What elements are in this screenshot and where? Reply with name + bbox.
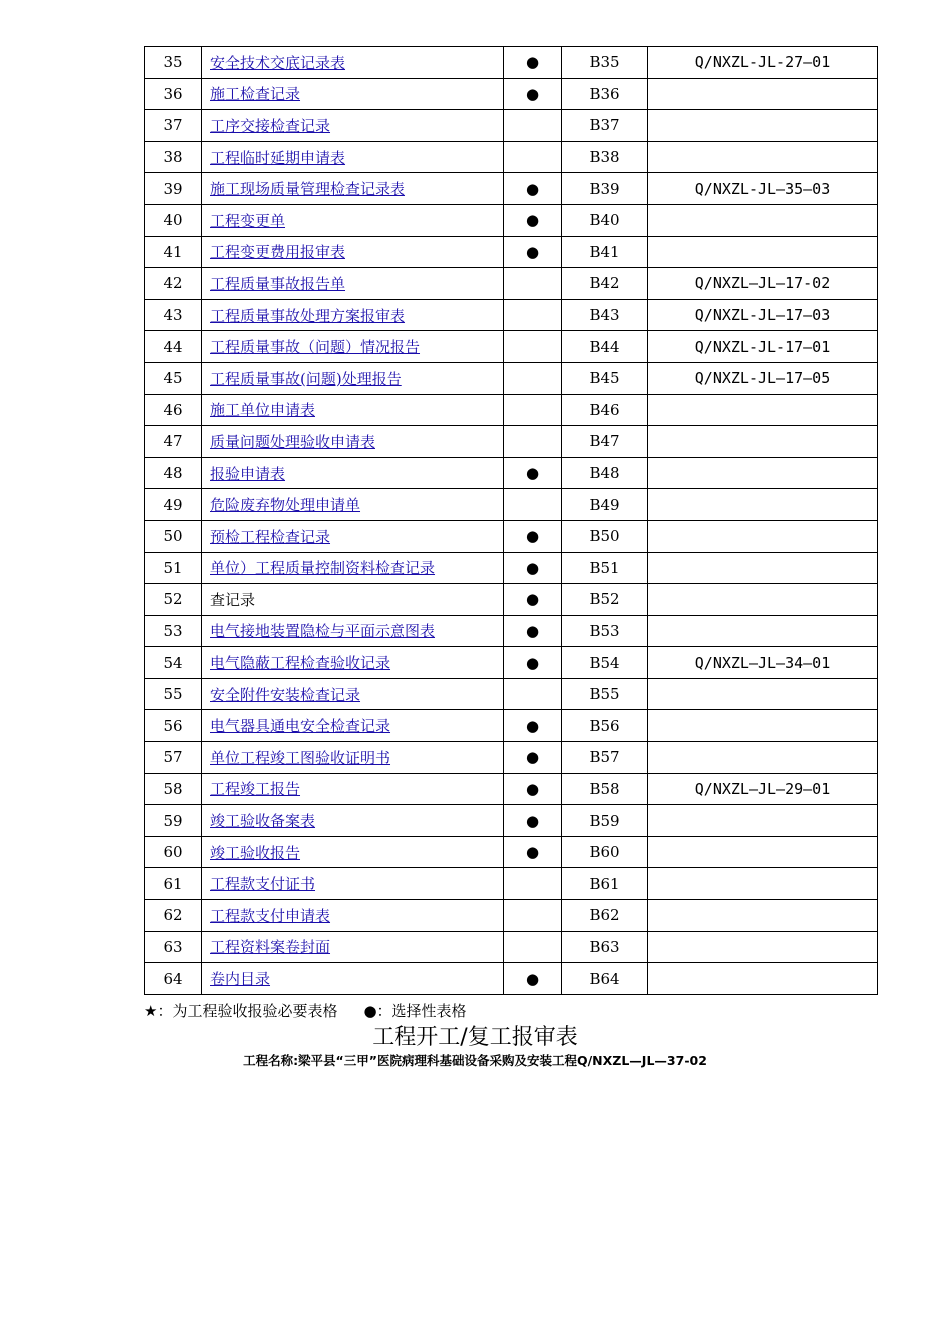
document-title: 工程开工/复工报审表 [372,1025,578,1050]
form-code: B60 [562,836,648,868]
optional-mark [504,931,562,963]
optional-mark: ● [504,647,562,679]
form-name-link[interactable]: 施工检查记录 [210,85,301,104]
form-code: B58 [562,773,648,805]
table-row [145,836,878,868]
optional-mark [504,268,562,300]
row-number: 40 [145,204,202,236]
table-row [145,773,878,805]
form-code: B50 [562,520,648,552]
optional-mark: ● [504,584,562,616]
form-name-cell [202,742,504,774]
form-name-cell [202,584,504,616]
standard-number [648,805,878,837]
standard-number: Q/NXZL-JL—17—05 [648,362,878,394]
form-name-link[interactable]: 工程质量事故（问题）情况报告 [210,338,421,357]
table-row [145,173,878,205]
table-row [145,931,878,963]
form-name-cell [202,710,504,742]
form-name-cell [202,552,504,584]
form-name-cell [202,362,504,394]
row-number: 56 [145,710,202,742]
form-name-link[interactable]: 安全附件安装检查记录 [210,685,361,704]
row-number: 62 [145,900,202,932]
form-name-cell [202,520,504,552]
table-row [145,204,878,236]
form-name-text: 查记录 [210,590,256,609]
form-code: B64 [562,963,648,995]
row-number: 43 [145,299,202,331]
row-number: 57 [145,742,202,774]
standard-number [648,836,878,868]
form-name-link[interactable]: 施工现场质量管理检查记录表 [210,180,406,199]
table-row [145,900,878,932]
form-code: B38 [562,141,648,173]
row-number: 55 [145,678,202,710]
form-name-link[interactable]: 电气器具通电安全检查记录 [210,717,391,736]
table-row [145,552,878,584]
form-name-cell [202,141,504,173]
optional-mark: ● [504,773,562,805]
table-row [145,331,878,363]
form-code: B47 [562,426,648,458]
optional-mark [504,362,562,394]
legend [144,1000,467,1021]
table-row [145,394,878,426]
optional-mark [504,678,562,710]
form-name-link[interactable]: 单位）工程质量控制资料检查记录 [210,559,436,578]
standard-number [648,78,878,110]
form-index-table [144,46,878,995]
standard-number: Q/NXZL-JL-17—01 [648,331,878,363]
form-code: B63 [562,931,648,963]
form-name-cell [202,78,504,110]
optional-mark: ● [504,836,562,868]
standard-number [648,110,878,142]
table-row [145,110,878,142]
optional-mark: ● [504,520,562,552]
table-row [145,520,878,552]
standard-number [648,868,878,900]
form-code: B52 [562,584,648,616]
standard-number [648,552,878,584]
form-code: B48 [562,457,648,489]
optional-mark: ● [504,204,562,236]
row-number: 36 [145,78,202,110]
form-name-cell [202,394,504,426]
form-name-cell [202,268,504,300]
row-number: 49 [145,489,202,521]
form-name-link[interactable]: 危险废弃物处理申请单 [210,496,361,515]
optional-mark [504,489,562,521]
optional-mark [504,299,562,331]
table-row [145,742,878,774]
row-number: 60 [145,836,202,868]
row-number: 45 [145,362,202,394]
row-number: 47 [145,426,202,458]
optional-mark: ● [504,615,562,647]
form-name-link[interactable]: 质量问题处理验收申请表 [210,432,376,451]
form-name-cell [202,678,504,710]
form-code: B49 [562,489,648,521]
standard-number [648,204,878,236]
standard-number: Q/NXZL—JL—29—01 [648,773,878,805]
table-row [145,299,878,331]
standard-number [648,394,878,426]
form-code: B45 [562,362,648,394]
form-code: B62 [562,900,648,932]
form-name-cell [202,204,504,236]
optional-mark: ● [504,457,562,489]
form-code: B51 [562,552,648,584]
form-code: B46 [562,394,648,426]
table-row [145,457,878,489]
legend-optional: ●：选择性表格 [363,1002,467,1020]
form-name-link[interactable]: 工程变更单 [210,211,286,230]
form-code: B61 [562,868,648,900]
form-name-link[interactable]: 预检工程检查记录 [210,527,331,546]
form-name-link[interactable]: 工序交接检查记录 [210,116,331,135]
form-code: B39 [562,173,648,205]
form-name-link[interactable]: 报验申请表 [210,464,286,483]
form-name-link[interactable]: 工程临时延期申请表 [210,148,346,167]
form-name-cell [202,963,504,995]
standard-number [648,710,878,742]
form-name-cell [202,931,504,963]
form-code: B55 [562,678,648,710]
form-name-cell [202,426,504,458]
form-name-cell [202,615,504,647]
form-name-link[interactable]: 工程质量事故报告单 [210,274,346,293]
form-name-cell [202,900,504,932]
row-number: 35 [145,47,202,79]
form-code: B42 [562,268,648,300]
optional-mark: ● [504,742,562,774]
form-name-cell [202,805,504,837]
form-name-link[interactable]: 工程竣工报告 [210,780,301,799]
optional-mark [504,394,562,426]
table-row [145,868,878,900]
table-row [145,584,878,616]
table-row [145,710,878,742]
form-name-cell [202,47,504,79]
form-name-link[interactable]: 施工单位申请表 [210,401,316,420]
standard-number [648,678,878,710]
form-code: B43 [562,299,648,331]
standard-number [648,963,878,995]
form-name-link[interactable]: 工程款支付证书 [210,875,316,894]
form-name-link[interactable]: 电气隐蔽工程检查验收记录 [210,654,391,673]
form-name-link[interactable]: 单位工程竣工图验收证明书 [210,748,391,767]
row-number: 41 [145,236,202,268]
form-name-cell [202,647,504,679]
form-code: B41 [562,236,648,268]
standard-number [648,584,878,616]
form-code: B57 [562,742,648,774]
form-name-cell [202,331,504,363]
optional-mark [504,141,562,173]
row-number: 50 [145,520,202,552]
form-name-link[interactable]: 竣工验收报告 [210,843,301,862]
legend-required: ★：为工程验收报验必要表格 [144,1002,338,1020]
standard-number [648,489,878,521]
form-index-rows [145,47,878,995]
form-name-cell [202,299,504,331]
row-number: 37 [145,110,202,142]
standard-number [648,931,878,963]
form-name-cell [202,836,504,868]
optional-mark: ● [504,47,562,79]
form-code: B35 [562,47,648,79]
optional-mark: ● [504,236,562,268]
optional-mark [504,331,562,363]
standard-number [648,426,878,458]
standard-number [648,742,878,774]
form-name-link[interactable]: 工程资料案卷封面 [210,938,331,957]
form-name-cell [202,457,504,489]
row-number: 54 [145,647,202,679]
row-number: 42 [145,268,202,300]
optional-mark: ● [504,78,562,110]
form-name-link[interactable]: 工程质量事故处理方案报审表 [210,306,406,325]
table-row [145,678,878,710]
form-name-link[interactable]: 工程质量事故(问题)处理报告 [210,369,402,388]
form-code: B37 [562,110,648,142]
row-number: 38 [145,141,202,173]
table-row [145,236,878,268]
form-code: B36 [562,78,648,110]
table-row [145,78,878,110]
optional-mark: ● [504,173,562,205]
form-code: B40 [562,204,648,236]
optional-mark: ● [504,710,562,742]
table-row [145,268,878,300]
form-name-link[interactable]: 卷内目录 [210,970,271,989]
table-row [145,426,878,458]
form-name-cell [202,868,504,900]
table-row [145,805,878,837]
optional-mark: ● [504,963,562,995]
standard-number: Q/NXZL-JL-27—01 [648,47,878,79]
form-name-link[interactable]: 工程变更费用报审表 [210,243,346,262]
form-name-link[interactable]: 竣工验收备案表 [210,812,316,831]
row-number: 53 [145,615,202,647]
table-row [145,647,878,679]
form-code: B56 [562,710,648,742]
row-number: 58 [145,773,202,805]
form-name-cell [202,173,504,205]
optional-mark [504,426,562,458]
row-number: 52 [145,584,202,616]
standard-number: Q/NXZL—JL—34—01 [648,647,878,679]
project-name-line: 工程名称:梁平县“三甲”医院病理科基础设备采购及安装工程Q/NXZL—JL—37-02 [243,1053,707,1068]
table-row [145,489,878,521]
standard-number [648,900,878,932]
form-name-cell [202,489,504,521]
optional-mark: ● [504,805,562,837]
standard-number [648,520,878,552]
row-number: 44 [145,331,202,363]
standard-number [648,457,878,489]
row-number: 48 [145,457,202,489]
row-number: 39 [145,173,202,205]
standard-number [648,141,878,173]
form-code: B59 [562,805,648,837]
form-code: B44 [562,331,648,363]
optional-mark: ● [504,552,562,584]
form-name-cell [202,236,504,268]
standard-number: Q/NXZL-JL—35—03 [648,173,878,205]
row-number: 64 [145,963,202,995]
table-row [145,362,878,394]
row-number: 63 [145,931,202,963]
table-row [145,963,878,995]
form-name-link[interactable]: 电气接地装置隐检与平面示意图表 [210,622,436,641]
standard-number: Q/NXZL-JL—17—03 [648,299,878,331]
form-name-link[interactable]: 安全技术交底记录表 [210,53,346,72]
row-number: 61 [145,868,202,900]
table-row [145,47,878,79]
row-number: 46 [145,394,202,426]
standard-number [648,236,878,268]
row-number: 59 [145,805,202,837]
optional-mark [504,868,562,900]
standard-number: Q/NXZL—JL—17-02 [648,268,878,300]
table-row [145,141,878,173]
table-row [145,615,878,647]
row-number: 51 [145,552,202,584]
form-name-link[interactable]: 工程款支付申请表 [210,906,331,925]
standard-number [648,615,878,647]
form-code: B53 [562,615,648,647]
optional-mark [504,110,562,142]
optional-mark [504,900,562,932]
form-name-cell [202,773,504,805]
form-code: B54 [562,647,648,679]
form-name-cell [202,110,504,142]
